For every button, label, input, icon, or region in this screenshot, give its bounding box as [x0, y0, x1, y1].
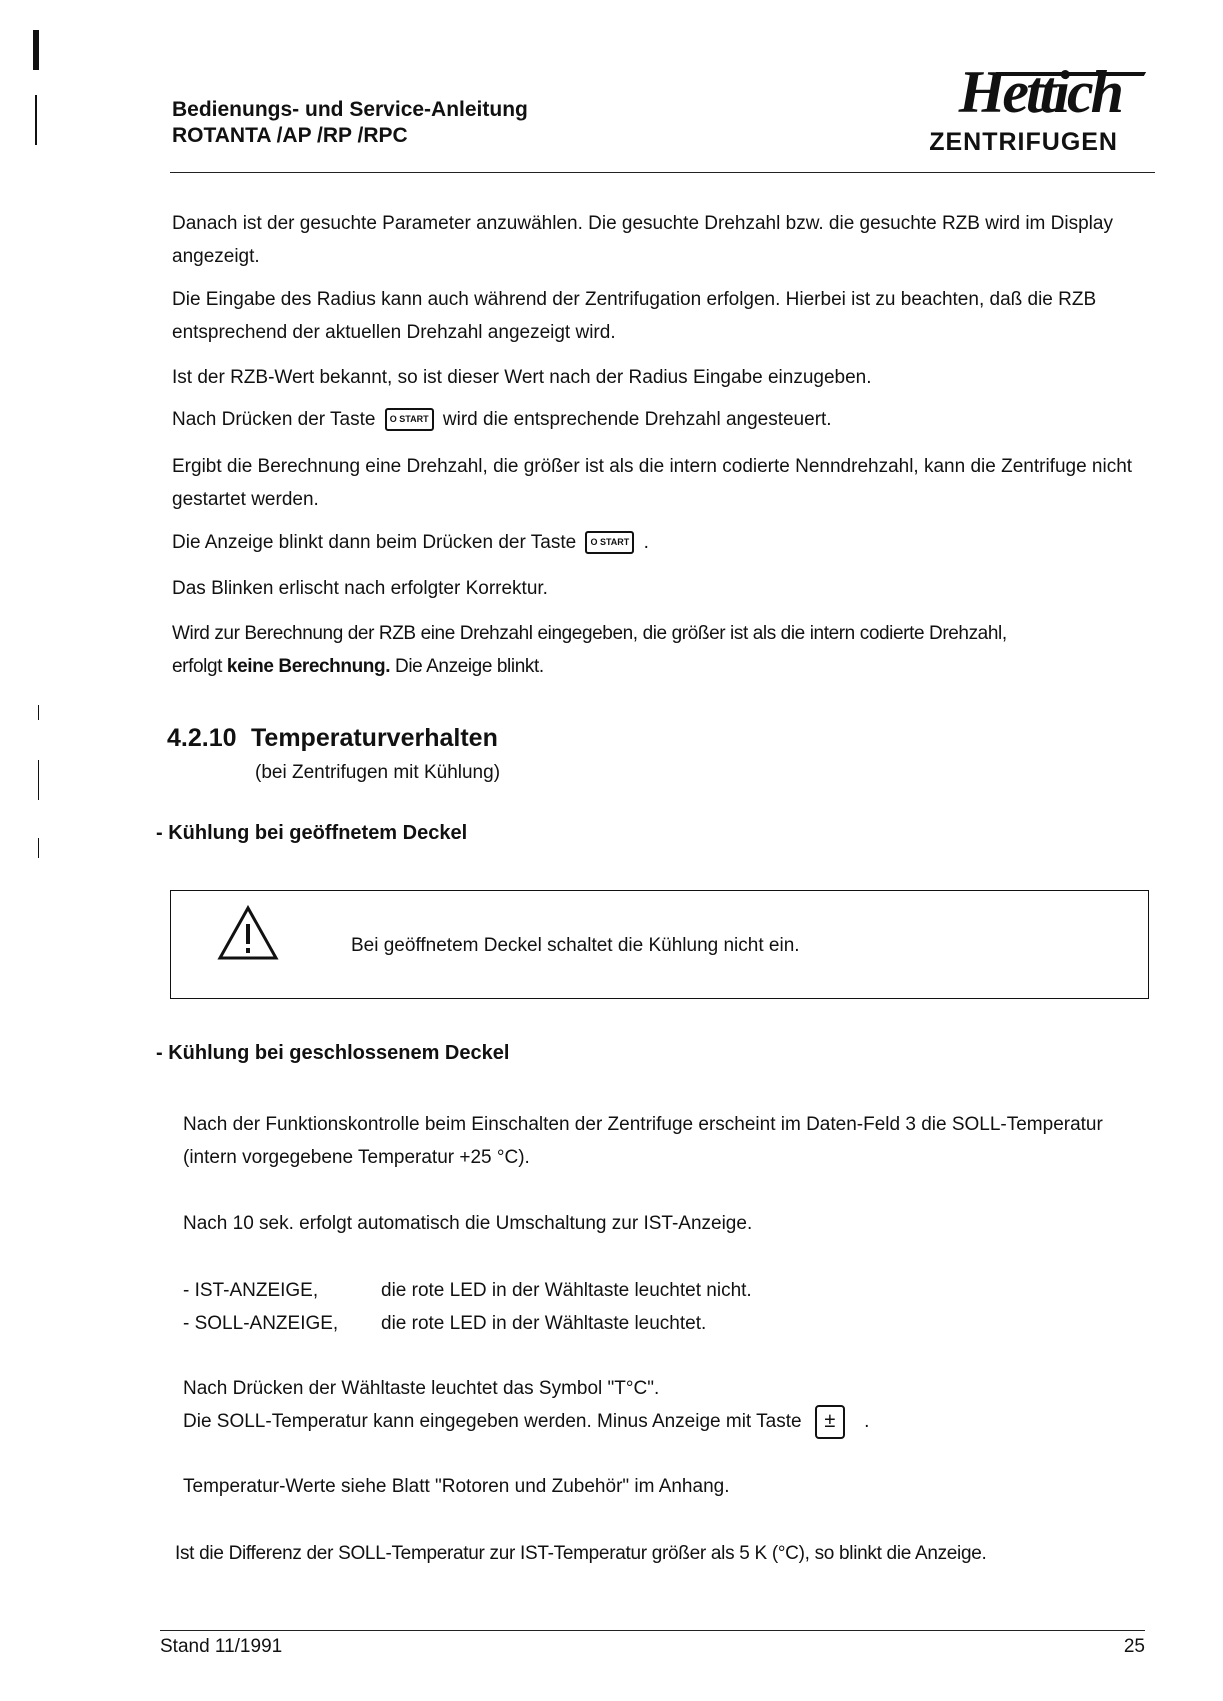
paragraph-text: . [864, 1411, 870, 1433]
list-item-text: die rote LED in der Wähltaste leuchtet nicht. [381, 1280, 752, 1301]
paragraph: Ist der RZB-Wert bekannt, so ist dieser Wert nach der Radius Eingabe einzugeben. [172, 367, 872, 388]
paragraph: Ist die Differenz der SOLL-Temperatur zur IST-Temperatur größer als 5 K (°C), so blinkt die Anzeige. [175, 1543, 987, 1564]
paragraph: Nach der Funktionskontrolle beim Einschalten der Zentrifuge erscheint im Daten-Feld 3 die SOLL-Temperatur (intern vorgegebene Temperatur +25 °C). [183, 1114, 1103, 1168]
header-rule [170, 172, 1155, 173]
footer-rule [160, 1630, 1145, 1631]
margin-mark [35, 95, 37, 145]
paragraph: Nach 10 sek. erfolgt automatisch die Umschaltung zur IST-Anzeige. [183, 1213, 753, 1234]
paragraph-text: . [643, 532, 649, 553]
paragraph-text: Die Anzeige blinkt. [395, 656, 544, 677]
paragraph-text: wird die entsprechende Drehzahl angesteuert. [442, 409, 832, 430]
margin-mark [33, 30, 39, 70]
warning-text: Bei geöffnetem Deckel schaltet die Kühlung nicht ein. [351, 935, 800, 956]
list-item-label: - SOLL-ANZEIGE, [183, 1313, 339, 1334]
paragraph-text: erfolgt [172, 656, 223, 677]
list-item [183, 1307, 1148, 1340]
paragraph [172, 617, 1157, 683]
subsection-open-lid: - Kühlung bei geöffnetem Deckel [156, 822, 468, 844]
footer-date: Stand 11/1991 [160, 1636, 283, 1657]
paragraph: Nach Drücken der Wähltaste leuchtet das Symbol "T°C". [183, 1378, 660, 1399]
paragraph [172, 403, 1157, 436]
margin-mark [38, 705, 39, 720]
page-number: 25 [1123, 1636, 1145, 1657]
section-subtitle: (bei Zentrifugen mit Kühlung) [255, 762, 501, 783]
paragraph: Ergibt die Berechnung eine Drehzahl, die größer ist als die intern codierte Nenndrehzahl, kann die Zentrifuge nicht gestartet werden. [172, 456, 1133, 510]
margin-mark [38, 838, 39, 858]
plus-minus-key-icon: ± [815, 1405, 845, 1439]
emphasis-text: keine Berechnung. [226, 656, 391, 677]
paragraph-text: Nach Drücken der Taste [172, 409, 376, 430]
paragraph [183, 1405, 1148, 1439]
list-item [183, 1274, 1148, 1307]
list-item-text: die rote LED in der Wähltaste leuchtet. [381, 1313, 707, 1334]
header-title-line2: ROTANTA /AP /RP /RPC [172, 124, 408, 147]
start-key-icon: O START [385, 408, 434, 431]
list-item-label: - IST-ANZEIGE, [183, 1280, 319, 1301]
logo-subtitle: ZENTRIFUGEN [929, 128, 1118, 156]
paragraph [172, 526, 1157, 559]
subsection-closed-lid: - Kühlung bei geschlossenem Deckel [156, 1042, 510, 1064]
paragraph: Danach ist der gesuchte Parameter anzuwählen. Die gesuchte Drehzahl bzw. die gesuchte RZB wird im Display angezeigt. [172, 213, 1113, 267]
paragraph-text: Wird zur Berechnung der RZB eine Drehzahl eingegeben, die größer ist als die intern codierte Drehzahl, [172, 623, 1007, 644]
paragraph: Temperatur-Werte siehe Blatt "Rotoren und Zubehör" im Anhang. [183, 1476, 730, 1497]
paragraph: Die Eingabe des Radius kann auch während der Zentrifugation erfolgen. Hierbei ist zu beachten, daß die RZB entsprechend der aktuellen Drehzahl angezeigt wird. [172, 289, 1097, 343]
logo: Hettich [958, 59, 1121, 125]
margin-mark [38, 760, 39, 800]
warning-triangle-icon [217, 905, 279, 961]
section-title: Temperaturverhalten [251, 724, 498, 752]
paragraph-text: Die Anzeige blinkt dann beim Drücken der Taste [172, 532, 577, 553]
start-key-icon: O START [585, 531, 634, 554]
header-title-line1: Bedienungs- und Service-Anleitung [172, 98, 528, 121]
header-title [172, 97, 528, 149]
section-heading [167, 724, 498, 753]
section-number: 4.2.10 [167, 724, 237, 752]
paragraph-text: Die SOLL-Temperatur kann eingegeben werden. Minus Anzeige mit Taste [183, 1411, 802, 1433]
paragraph: Das Blinken erlischt nach erfolgter Korrektur. [172, 578, 548, 599]
